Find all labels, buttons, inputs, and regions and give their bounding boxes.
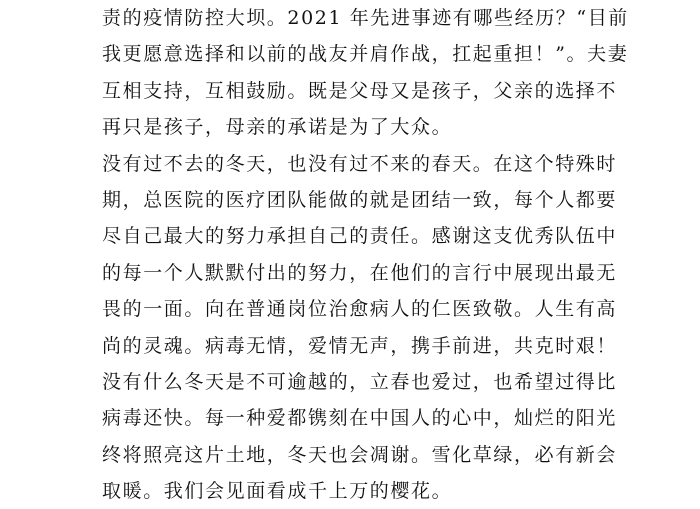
text-line: 畏的一面。向在普通岗位治愈病人的仁医致敬。人生有高 xyxy=(102,298,618,321)
text-line: 尽自己最大的努力承担自己的责任。感谢这支优秀队伍中 xyxy=(102,225,618,248)
text-line: 再只是孩子，母亲的承诺是为了大众。 xyxy=(102,116,453,139)
text-line: 的每一个人默默付出的努力，在他们的言行中展现出最无 xyxy=(102,261,618,284)
text-line: 终将照亮这片土地，冬天也会凋谢。雪化草绿，必有新会 xyxy=(102,443,618,466)
text-line: 责的疫情防控大坝。2021 年先进事迹有哪些经历？“目前 xyxy=(102,7,629,29)
text-line: 没有什么冬天是不可逾越的，立春也爱过，也希望过得比 xyxy=(102,370,618,393)
text-line: 尚的灵魂。病毒无情，爱情无声，携手前进，共克时艰！ xyxy=(102,334,618,357)
text-line: 病毒还快。每一种爱都镌刻在中国人的心中，灿烂的阳光 xyxy=(102,407,618,430)
body-text xyxy=(102,0,629,509)
text-line: 期，总医院的医疗团队能做的就是团结一致，每个人都要 xyxy=(102,188,618,211)
text-line: 我更愿意选择和以前的战友并肩作战，扛起重担！”。夫妻 xyxy=(102,43,629,66)
text-line: 取暖。我们会见面看成千上万的樱花。 xyxy=(102,480,453,503)
text-line: 互相支持，互相鼓励。既是父母又是孩子，父亲的选择不 xyxy=(102,79,618,102)
text-line: 没有过不去的冬天，也没有过不来的春天。在这个特殊时 xyxy=(102,152,618,175)
